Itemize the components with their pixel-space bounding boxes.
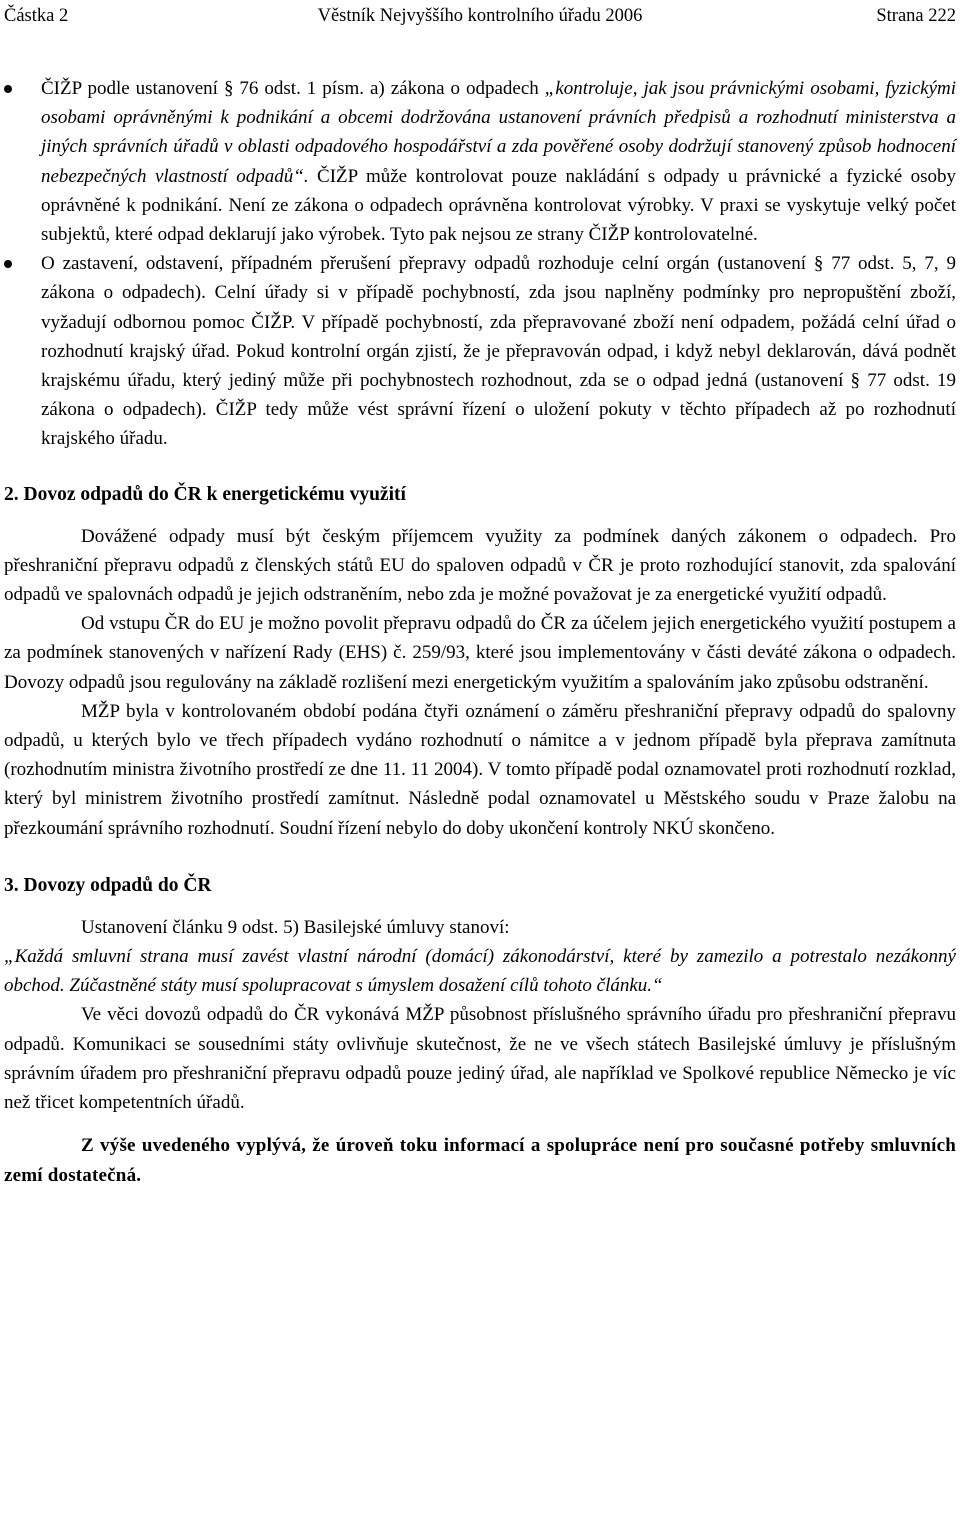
bullet-item-customs: [4, 249, 956, 453]
header-page-number: Strana 222: [876, 6, 956, 26]
section-3-intro: Ustanovení článku 9 odst. 5) Basilejské úmluvy stanoví:: [81, 916, 510, 938]
bullet-item-cizp-control: [4, 74, 956, 249]
page-body: [4, 74, 956, 1190]
section-3-conclusion: Z výše uvedeného vyplývá, že úroveň toku informací a spolupráce není pro současné potřeby smluvních zemí dostatečná.: [4, 1135, 956, 1186]
section-3-paragraph: Ve věci dovozů odpadů do ČR vykonává MŽP působnost příslušného správního úřadu pro přeshraniční přepravu odpadů. Komunikaci se sousedními státy ovlivňuje skutečnost, že ne ve všech státech Basilejské úmluvy je příslušným správním úřadem pro přeshraniční přepravu odpadů pouze jediný úřad, ale například ve Spolkové republice Německo je víc než třicet kompetentních úřadů.: [4, 1004, 956, 1114]
bullet-text: [41, 74, 956, 249]
bullet-list: [4, 74, 956, 454]
quoted-law-text: „kontroluje, jak jsou právnickými osobami, fyzickými osobami oprávněnými k podnikání a obcemi dodržována ustanovení právních předpisů a rozhodnutí ministerstva a jiných správních úřadů v oblasti odpadového hospodářství a zda pověřené osoby dodržují stanovený způsob hodnocení nebezpečných vlastností odpadů“.: [41, 78, 957, 187]
page-header: [4, 0, 956, 32]
bullet-lead-text: ČIŽP podle ustanovení § 76 odst. 1 písm. a) zákona o odpadech: [41, 78, 545, 99]
section-2-paragraph-1: Dovážené odpady musí být českým příjemcem využity za podmínek daných zákonem o odpadech. Pro přeshraniční přepravu odpadů z členských států EU do spaloven odpadů v ČR je proto rozhodující stanovit, zda spalování odpadů ve spalovnách odpadů je jejich odstraněním, nebo zda je možné považovat je za energetické využití odpadů.: [4, 525, 956, 606]
header-issue: Částka 2: [4, 6, 69, 26]
bullet-text: O zastavení, odstavení, případném přerušení přepravy odpadů rozhoduje celní orgán (ustanovení § 77 odst. 5, 7, 9 zákona o odpadech). Celní úřady si v případě pochybností, zda jsou naplněny podmínky pro nepropuštění zboží, vyžadují odbornou pomoc ČIŽP. V případě pochybností, zda přepravované zboží není odpadem, požádá celní úřad o rozhodnutí krajský úřad. Pokud kontrolní orgán zjistí, že je přepravován odpad, i když nebyl deklarován, dává podnět krajskému úřadu, který jediný může při pochybnostech rozhodnout, zda se o odpad jedná (ustanovení § 77 odst. 19 zákona o odpadech). ČIŽP tedy může vést správní řízení o uložení pokuty v těchto případech až po rozhodnutí krajského úřadu.: [41, 253, 956, 450]
section-3-heading: 3. Dovozy odpadů do ČR: [4, 874, 212, 896]
bullet-icon: [4, 85, 12, 93]
header-journal-title: Věstník Nejvyššího kontrolního úřadu 2006: [317, 6, 643, 26]
section-2-paragraph-3: MŽP byla v kontrolovaném období podána čtyři oznámení o záměru přeshraniční přepravy odpadů do spalovny odpadů, u kterých bylo ve třech případech vydáno rozhodnutí o námitce a v jednom případě byla přeprava zamítnuta (rozhodnutím ministra životního prostředí ze dne 11. 11 2004). V tomto případě podal oznamovatel proti rozhodnutí rozklad, který byl ministrem životního prostředí zamítnut. Následně podal oznamovatel u Městského soudu v Praze žalobu na přezkoumání správního rozhodnutí. Soudní řízení nebylo do doby ukončení kontroly NKÚ skončeno.: [4, 700, 956, 839]
bullet-rest-text: ČIŽP může kontrolovat pouze nakládání s odpady u právnické a fyzické osoby oprávněné k podnikání. Není ze zákona o odpadech oprávněna kontrolovat výrobky. V praxi se vyskytuje velký počet subjektů, které odpad deklarují jako výrobek. Tyto pak nejsou ze strany ČIŽP kontrolovatelné.: [41, 165, 956, 246]
bullet-icon: [4, 260, 12, 268]
basel-convention-quote: „Každá smluvní strana musí zavést vlastní národní (domácí) zákonodárství, které by zamezilo a potrestalo nezákonný obchod. Zúčastněné státy musí spolupracovat s úmyslem dosažení cílů tohoto článku.“: [4, 946, 956, 997]
section-2-heading: 2. Dovoz odpadů do ČR k energetickému využití: [4, 483, 406, 505]
section-2-paragraph-2: Od vstupu ČR do EU je možno povolit přepravu odpadů do ČR za účelem jejich energetického využití postupem a za podmínek stanovených v nařízení Rady (EHS) č. 259/93, které jsou implementovány v části deváté zákona o odpadech. Dovozy odpadů jsou regulovány na základě rozlišení mezi energetickým využitím a spalováním jako způsobu odstranění.: [4, 613, 956, 693]
